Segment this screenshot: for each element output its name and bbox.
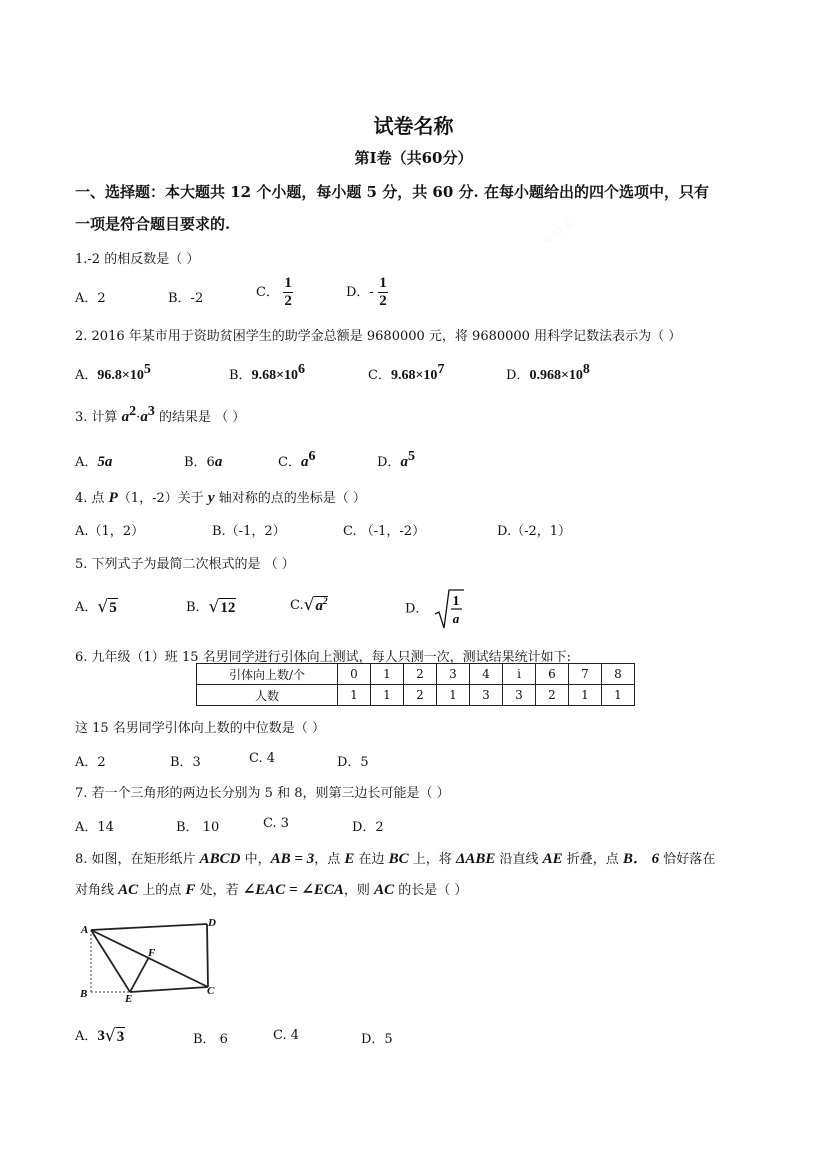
- q2-option-c-value: 9.68×10: [390, 368, 438, 383]
- q1-option-d-fraction: [378, 276, 388, 309]
- q8-stem-line1: [75, 847, 715, 868]
- q2-option-c-exponent: 7: [437, 362, 445, 377]
- table-cell: 0: [338, 664, 371, 685]
- fraction-numerator: 1: [379, 275, 387, 291]
- q5-option-d-numerator: 1: [452, 594, 460, 609]
- table-row: [197, 664, 635, 685]
- q8-triangle: ΔABE: [455, 851, 496, 867]
- q3-option-a-label: A．: [75, 455, 98, 470]
- q3-stem-pre: 3. 计算: [75, 410, 122, 425]
- q1-option-c: [256, 276, 293, 309]
- q5-option-a-label: A．: [75, 600, 98, 615]
- q6-question: 这 15 名男同学引体向上数的中位数是（ ）: [75, 721, 325, 736]
- q8-text: 恰好落在: [659, 852, 716, 867]
- q8-text: 的长是（ ）: [394, 883, 468, 898]
- q4-option-d: D.（-2，1）: [497, 524, 572, 539]
- q3-exp1: 2: [129, 404, 137, 419]
- q2-option-b-label: B．: [229, 368, 252, 383]
- q2-option-d-value: 0.968×10: [529, 368, 583, 383]
- table-row-header: 人数: [197, 685, 338, 706]
- q8-text: 上的点: [138, 883, 186, 898]
- watermark: ◦◦◦: [536, 211, 583, 254]
- page-title: 试卷名称: [373, 114, 454, 138]
- q6-statistics-table: [196, 663, 635, 706]
- table-cell: 3: [503, 685, 536, 706]
- q8-text: 处，若: [195, 883, 243, 898]
- q1-option-d-label: D．-: [346, 285, 374, 300]
- q8-option-a-sqrt: √ 3: [104, 1026, 125, 1046]
- q4-option-a: A.（1，2）: [75, 524, 145, 539]
- q8-figure-label-f: F: [148, 947, 156, 959]
- q8-ab-length: AB = 3: [270, 851, 315, 867]
- q4-option-c: C. （-1，-2）: [343, 524, 426, 539]
- q2-option-d-exponent: 8: [582, 362, 590, 377]
- q8-text: ，则: [343, 883, 375, 898]
- q5-option-d-denominator: a: [452, 611, 459, 626]
- q8-diagonal-ac: AC: [118, 882, 139, 898]
- q5-option-b-sqrt: √ 12: [208, 597, 236, 617]
- q4-stem: [75, 487, 366, 507]
- table-cell: 3: [437, 664, 470, 685]
- q8-option-a: [75, 1025, 125, 1046]
- q8-option-b: B． 6: [193, 1032, 228, 1047]
- q8-text: 中，: [240, 852, 271, 867]
- q8-diagonal-ac: AC: [374, 882, 395, 898]
- q2-option-b-exponent: 6: [298, 362, 306, 377]
- fraction-denominator: 2: [379, 293, 387, 309]
- q4-axis-y: y: [207, 490, 215, 506]
- table-cell: 3: [470, 685, 503, 706]
- q2-option-b: [229, 364, 305, 384]
- table-cell: 1: [602, 685, 635, 706]
- table-cell: 1: [371, 685, 404, 706]
- q2-option-a-value: 96.8×10: [97, 368, 144, 383]
- q8-figure-label-a: A: [81, 924, 89, 936]
- q5-option-b-label: B．: [186, 600, 209, 615]
- q8-text: 沿直线: [495, 852, 543, 867]
- q5-option-c: [290, 596, 328, 615]
- q8-side-bc: BC: [388, 851, 409, 867]
- q2-option-a-label: A．: [75, 368, 98, 383]
- q5-option-c-sqrt: √ $a^2$: [303, 595, 328, 615]
- q1-option-b: B．-2: [168, 291, 204, 306]
- table-cell: 1: [569, 685, 602, 706]
- q3-option-b-label: B．6: [184, 455, 215, 470]
- q8-text: 折叠，点: [562, 852, 623, 867]
- table-cell: 1: [338, 685, 371, 706]
- q4-point-p: P: [108, 490, 118, 506]
- q3-option-a: [75, 451, 112, 471]
- q3-stem: [75, 406, 245, 426]
- page-subtitle: 第Ⅰ卷（共60分）: [354, 149, 473, 167]
- q8-option-a-coef: 3: [97, 1028, 105, 1044]
- q3-option-a-value: 5a: [97, 454, 113, 470]
- q4-stem-pre: 4. 点: [75, 491, 109, 506]
- q5-option-c-label: C.: [290, 598, 304, 613]
- q3-option-c-var: a: [300, 454, 309, 470]
- q4-stem-mid: （1，-2）关于: [117, 491, 208, 506]
- q5-option-c-exponent: 2: [322, 596, 328, 606]
- q3-stem-post: 的结果是 （ ）: [154, 410, 246, 425]
- table-cell: 7: [569, 664, 602, 685]
- q5-option-d: [405, 588, 465, 630]
- q7-option-a: A．14: [75, 820, 114, 835]
- q8-point-f: F: [185, 882, 196, 898]
- q8-stem-line2: [75, 879, 467, 899]
- q8-figure-label-b: B: [80, 988, 88, 1000]
- q2-option-d-label: D．: [506, 368, 530, 383]
- q6-stem: 6. 九年级（1）班 15 名男同学进行引体向上测试，每人只测一次，测试结果统计如下:: [75, 650, 571, 665]
- q2-option-c-label: C．: [368, 368, 391, 383]
- q3-exp2: 3: [147, 404, 155, 419]
- q8-text: ，点: [314, 852, 345, 867]
- q7-option-d: D．2: [352, 820, 384, 835]
- q8-option-c: C. 4: [273, 1028, 300, 1043]
- q8-text: 8. 如图，在矩形纸片: [75, 852, 200, 867]
- q8-text: 上，将: [408, 852, 456, 867]
- q8-rectangle-figure: [75, 912, 225, 1007]
- q3-option-d-var: a: [400, 454, 408, 470]
- q3-option-c-exponent: 6: [308, 449, 316, 464]
- q8-line-ae: AE: [542, 851, 563, 867]
- q2-option-b-value: 9.68×10: [251, 368, 299, 383]
- q7-option-b: B． 10: [176, 820, 220, 835]
- table-cell: 1: [371, 664, 404, 685]
- table-cell: 4: [470, 664, 503, 685]
- q8-option-d: D．5: [361, 1032, 393, 1047]
- q8-point-e: E: [344, 851, 355, 867]
- q8-point-b: B． 6: [622, 851, 660, 867]
- q7-option-c: C. 3: [263, 816, 290, 831]
- q3-option-b: [184, 451, 222, 471]
- q3-var: a: [121, 409, 130, 425]
- q2-option-d: [506, 364, 590, 384]
- q5-option-c-var: a: [315, 598, 323, 614]
- q8-option-a-label: A．: [75, 1029, 98, 1044]
- q2-option-c: [368, 364, 444, 384]
- table-cell: i: [503, 664, 536, 685]
- q3-option-c: [278, 451, 315, 471]
- q2-stem: 2. 2016 年某市用于资助贫困学生的助学金总额是 9680000 元，将 9680000 用科学记数法表示为（ ）: [75, 329, 682, 344]
- q6-option-d: D．5: [337, 755, 369, 770]
- q5-stem: 5. 下列式子为最简二次根式的是 （ ）: [75, 557, 295, 572]
- table-cell: 2: [536, 685, 569, 706]
- q1-option-c-label: C．: [256, 285, 279, 300]
- q8-angle-condition: ∠EAC = ∠ECA: [242, 882, 344, 898]
- q3-dot: ·: [136, 410, 141, 425]
- q5-option-b-radicand: 12: [220, 600, 236, 616]
- q8-figure-label-e: E: [125, 993, 133, 1005]
- table-cell: 2: [404, 664, 437, 685]
- q7-stem: 7. 若一个三角形的两边长分别为 5 和 8，则第三边长可能是（ ）: [75, 786, 450, 801]
- q8-text: 在边: [354, 852, 389, 867]
- q1-option-a: A．2: [75, 291, 106, 306]
- q3-option-d-exponent: 5: [407, 449, 415, 464]
- q5-option-d-label: D．: [405, 601, 429, 617]
- q3-option-c-label: C．: [278, 455, 301, 470]
- q3-option-d-label: D．: [377, 455, 401, 470]
- table-row: [197, 685, 635, 706]
- table-cell: 8: [602, 664, 635, 685]
- q3-option-b-var: a: [214, 454, 223, 470]
- fraction-numerator: 1: [284, 275, 292, 291]
- q8-rect-name: ABCD: [199, 851, 241, 867]
- q1-option-c-fraction: [283, 276, 293, 309]
- table-cell: 2: [404, 685, 437, 706]
- table-row-header: 引体向上数/个: [197, 664, 338, 685]
- section-heading-line2: 一项是符合题目要求的.: [75, 215, 231, 233]
- q6-option-b: B．3: [170, 755, 201, 770]
- q2-option-a: [75, 364, 151, 384]
- section-heading-line1: 一、选择题：本大题共 12 个小题，每小题 5 分，共 60 分. 在每小题给出的四个选项中，只有: [75, 183, 709, 201]
- q5-option-c-radicand: [314, 596, 328, 615]
- fraction-denominator: 2: [284, 293, 292, 309]
- table-cell: 6: [536, 664, 569, 685]
- q5-option-a-radicand: 5: [109, 600, 117, 616]
- table-cell: 1: [437, 685, 470, 706]
- q3-var: a: [140, 409, 148, 425]
- q1-stem: 1.-2 的相反数是（ ）: [75, 252, 200, 267]
- q6-option-c: C. 4: [249, 751, 276, 766]
- q5-option-a-sqrt: √ 5: [97, 597, 117, 617]
- q8-text: 对角线: [75, 883, 119, 898]
- q5-option-b: [186, 596, 236, 617]
- q4-option-b: B.（-1，2）: [212, 524, 286, 539]
- q8-option-a-radicand: 3: [116, 1029, 125, 1045]
- q5-option-d-sqrt: [433, 588, 465, 630]
- q3-option-d: [377, 451, 415, 471]
- q6-option-a: A．2: [75, 755, 106, 770]
- q8-figure-label-c: C: [207, 985, 215, 997]
- q1-option-d: [346, 276, 388, 309]
- q8-figure-label-d: D: [208, 917, 216, 929]
- q5-option-a: [75, 596, 118, 617]
- q2-option-a-exponent: 5: [143, 362, 151, 377]
- q4-stem-post: 轴对称的点的坐标是（ ）: [214, 491, 366, 506]
